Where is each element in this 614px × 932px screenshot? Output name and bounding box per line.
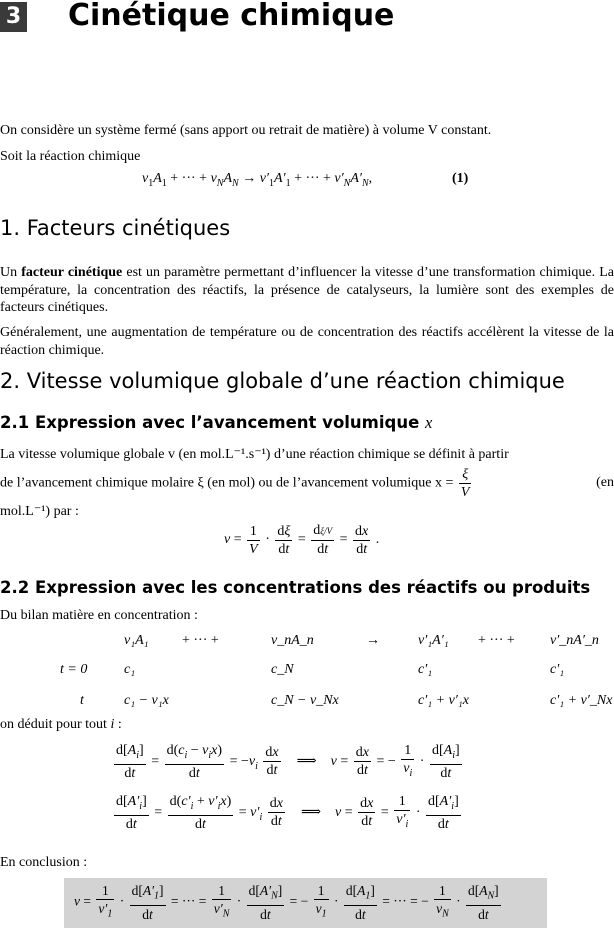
bilan-cell: c′₁ xyxy=(550,661,565,677)
reaction-equation: $\nu_1A_1$ + ··· + $\nu_NA_N \to \nu'_1A'_1$ + ··· + $\nu'_NA'_N$, xyxy=(142,171,373,189)
bilan-cell: → xyxy=(366,632,380,648)
bilan-header-row xyxy=(60,628,612,653)
bilan-cell: ν′₁A′₁ xyxy=(418,632,449,648)
bilan-cell: c₁ − ν₁x xyxy=(124,692,169,708)
bilan-cell: + ··· + xyxy=(478,632,515,648)
bilan-cell: + ··· + xyxy=(182,632,219,648)
bilan-cell: c′₁ + ν′_Nx xyxy=(550,692,613,708)
bilan-row-label: t xyxy=(80,692,84,708)
section-2-title: 2. Vitesse volumique globale d’une réaction chimique xyxy=(0,369,565,393)
conclusion-label: En conclusion : xyxy=(0,855,88,870)
section-1-title: 1. Facteurs cinétiques xyxy=(0,216,231,240)
bilan-cell: c′₁ + ν′₁x xyxy=(418,692,469,708)
bilan-cell: ν₁A₁ xyxy=(124,632,149,648)
bilan-cell: c_N xyxy=(271,661,294,677)
subsection-2-1-title: 2.1 Expression avec l’avancement volumique x xyxy=(0,413,433,432)
chapter-number: 3 xyxy=(0,2,27,32)
bilan-cell: ν_nA_n xyxy=(271,632,314,648)
velocity-definition-line-3: mol.L⁻¹) par : xyxy=(0,504,79,519)
section-1-paragraph-1: Un facteur cinétique est un paramètre permettant d’influencer la vitesse d’une transformation chimique. La température, la concentration des réactifs, la présence de catalyseurs, la lumière sont des exemples de facteurs cinétiques. xyxy=(0,265,614,315)
velocity-definition-line-1: La vitesse volumique globale v (en mol.L⁻¹.s⁻¹) d’une réaction chimique se définit à partir xyxy=(0,447,509,462)
conclusion-formula: v = $\frac{1}{\nu'_1}$ · $\frac{d[A'_1]}{dt}$ = ··· = $\frac{1}{\nu'_N}$ · $\frac{d[A'_N]}{dt}$ = − $\frac{1}{\nu_1}$ · $\frac{d[A_1]}{dt}$ = ··· = − $\frac{1}{\nu_N}$ · $\frac{d[A_N]}{dt}$ xyxy=(74,883,499,922)
bilan-intro: Du bilan matière en concentration : xyxy=(0,608,198,623)
bilan-cell: c_N − ν_Nx xyxy=(271,692,339,708)
bilan-cell: c₁ xyxy=(124,661,136,677)
intro-line-2: Soit la réaction chimique xyxy=(0,149,141,164)
chapter-title: Cinétique chimique xyxy=(68,0,395,33)
intro-line-1: On considère un système fermé (sans apport ou retrait de matière) à volume V constant. xyxy=(0,123,492,138)
bilan-cell: ν′_nA′_n xyxy=(550,632,599,648)
reactant-derivation: $\frac{d[A_i]}{dt}$ = $\frac{d(c_i - \nu_ix)}{dt}$ = $-\nu_i$ $\frac{dx}{dt}$ ⟹ v = $\frac{dx}{dt}$ = − $\frac{1}{\nu_i}$ · $\frac{d[A_i]}{dt}$ xyxy=(116,743,460,781)
bilan-row-label: t = 0 xyxy=(60,661,88,677)
term-facteur-cinetique: facteur cinétique xyxy=(21,265,123,280)
bilan-row-t xyxy=(60,682,612,713)
bilan-table xyxy=(60,628,612,713)
bilan-row-t0 xyxy=(60,653,612,682)
velocity-formula: v = $\frac{1}{V}$ · $\frac{d\xi}{dt}$ = $\frac{d\xi/V}{dt}$ = $\frac{dx}{dt}$ . xyxy=(224,523,380,557)
section-1-paragraph-2: Généralement, une augmentation de température ou de concentration des réactifs accélèrent la vitesse de la réaction chimique. xyxy=(0,325,614,358)
subsection-2-2-title: 2.2 Expression avec les concentrations des réactifs ou produits xyxy=(0,578,591,597)
equation-number: (1) xyxy=(452,171,469,186)
velocity-definition-line-2: de l’avancement chimique molaire ξ (en mol) ou de l’avancement volumique x = $\frac{\xi}{V}$ (en xyxy=(0,467,614,500)
product-derivation: $\frac{d[A'_i]}{dt}$ = $\frac{d(c'_i + \nu'_ix)}{dt}$ = $\nu'_i$ $\frac{dx}{dt}$ ⟹ v = $\frac{dx}{dt}$ = $\frac{1}{\nu'_i}$ · $\frac{d[A'_i]}{dt}$ xyxy=(116,794,459,832)
deduce-line: on déduit pour tout i : xyxy=(0,717,122,732)
bilan-cell: c′₁ xyxy=(418,661,433,677)
